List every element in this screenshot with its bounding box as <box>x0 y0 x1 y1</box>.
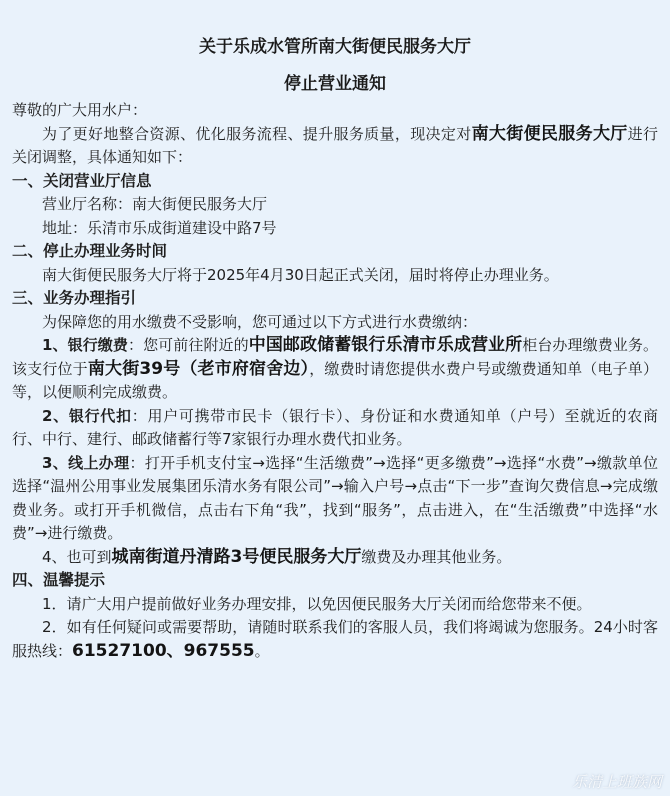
hall-name: 营业厅名称：南大街便民服务大厅 <box>42 195 268 213</box>
tip-2: 2．如有任何疑问或需要帮助，请随时联系我们的客服人员，我们将竭诚为您服务。24小时客服热线：61527100、967555。 <box>12 618 658 661</box>
intro-highlight: 南大街便民服务大厅 <box>471 123 628 144</box>
site-watermark: 乐清上班族网 <box>571 773 662 791</box>
guide-item-2-label: 2、银行代扣 <box>42 406 132 425</box>
hotline-numbers: 61527100、967555 <box>72 640 255 661</box>
guide-item-3: 3、线上办理：打开手机支付宝→选择“生活缴费”→选择“更多缴费”→选择“水费”→缴款单位选择“温州公用事业发展集团乐清水务有限公司”→输入户号→点击“下一步”查询欠费信息→完成缴费业务。或打开手机微信，点击右下角“我”，找到“服务”，点击进入，在“生活缴费”中选择“水费”→进行缴费。 <box>12 453 658 542</box>
guide-item-4: 4、也可到城南街道丹清路3号便民服务大厅缴费及办理其他业务。 <box>42 546 512 567</box>
notice-body <box>12 99 658 663</box>
guide-item-2: 2、银行代扣：用户可携带市民卡（银行卡）、身份证和水费通知单（户号）至就近的农商行、中行、建行、邮政储蓄行等7家银行办理水费代扣业务。 <box>12 406 658 448</box>
notice-title-line1: 关于乐成水管所南大街便民服务大厅 <box>199 37 471 57</box>
notice-title-line2: 停止营业通知 <box>284 74 386 94</box>
greeting: 尊敬的广大用水户： <box>12 101 148 119</box>
closing-time-text: 南大街便民服务大厅将于2025年4月30日起正式关闭，届时将停止办理业务。 <box>42 265 559 284</box>
section-2-title: 二、停止办理业务时间 <box>12 242 168 260</box>
guide-item-1-label: 1、银行缴费 <box>42 336 128 354</box>
tip-1: 1．请广大用户提前做好业务办理安排，以免因便民服务大厅关闭而给您带来不便。 <box>42 594 592 613</box>
service-hall-highlight: 城南街道丹清路3号便民服务大厅 <box>111 546 362 567</box>
bank-address-highlight: 南大街39号（老市府宿舍边） <box>87 358 310 379</box>
section-4-title: 四、温馨提示 <box>12 571 106 589</box>
hall-address: 地址：乐清市乐成街道建设中路7号 <box>42 218 277 237</box>
guide-intro: 为保障您的用水缴费不受影响，您可通过以下方式进行水费缴纳： <box>42 312 478 331</box>
intro-paragraph: 为了更好地整合资源、优化服务流程、提升服务质量，现决定对南大街便民服务大厅进行关闭调整，具体通知如下： <box>12 123 658 166</box>
section-3-title: 三、业务办理指引 <box>12 289 137 307</box>
section-1-title: 一、关闭营业厅信息 <box>12 171 152 190</box>
guide-item-1: 1、银行缴费：您可前往附近的中国邮政储蓄银行乐清市乐成营业所柜台办理缴费业务。该支行位于南大街39号（老市府宿舍边），缴费时请您提供水费户号或缴费通知单（电子单）等，以便顺利完成缴费。 <box>12 335 658 401</box>
guide-item-3-label: 3、线上办理 <box>42 453 130 472</box>
bank-name-highlight: 中国邮政储蓄银行乐清市乐成营业所 <box>248 335 523 355</box>
